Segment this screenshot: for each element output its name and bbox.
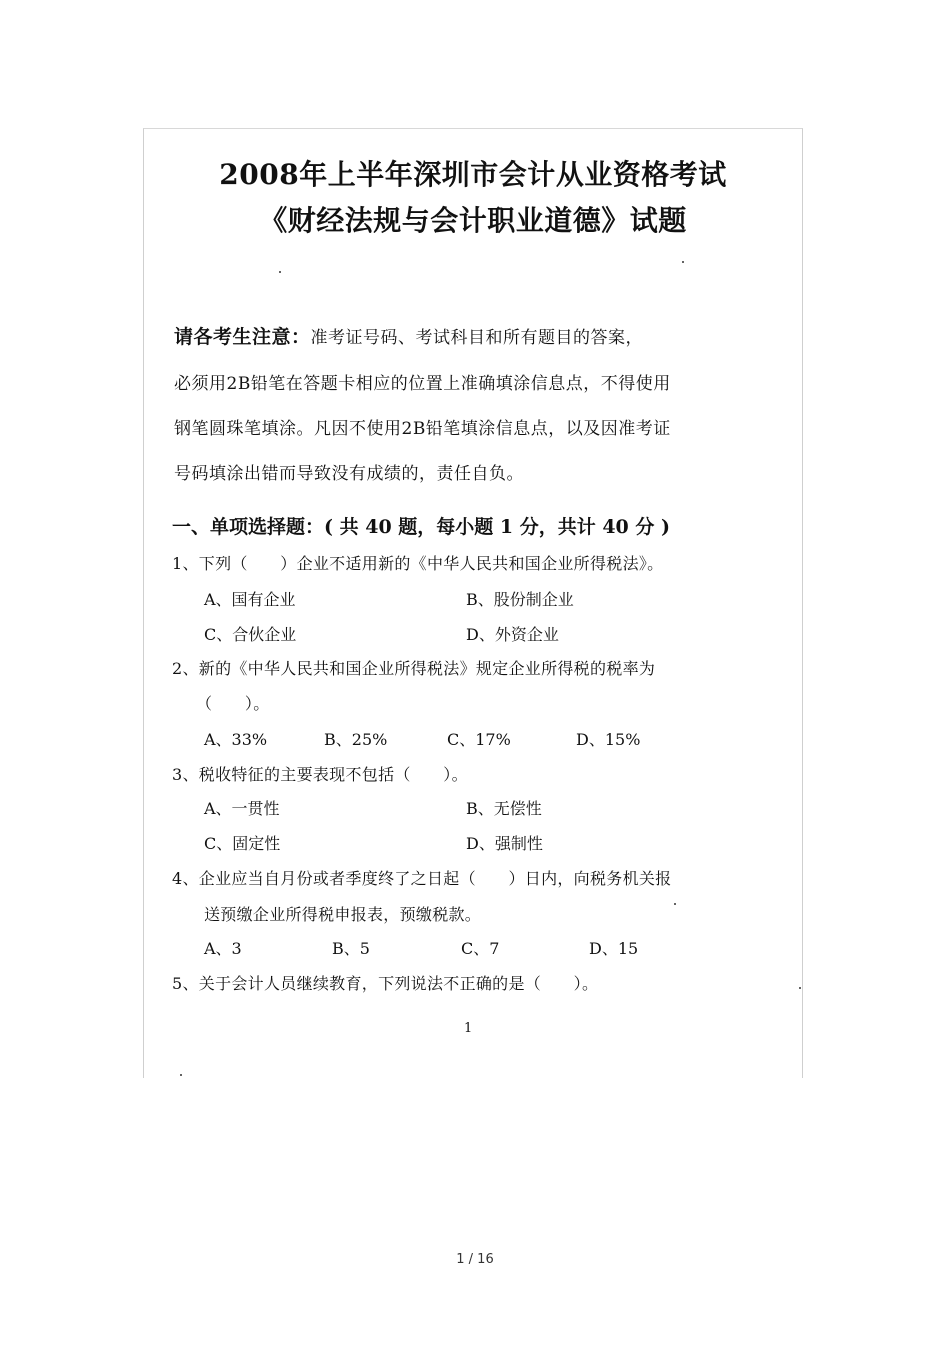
scanned-page — [143, 128, 803, 1078]
scan-speck — [799, 987, 801, 989]
question-4-option-c: C、7 — [461, 939, 500, 958]
question-2-stem: 2、新的《中华人民共和国企业所得税法》规定企业所得税的税率为 — [172, 659, 656, 678]
question-3-option-d: D、强制性 — [466, 834, 543, 853]
section-heading: 一、单项选择题：( 共 40 题，每小题 1 分，共计 40 分 ) — [172, 516, 670, 538]
question-2-option-d: D、15% — [576, 730, 641, 749]
question-2-option-b: B、25% — [324, 730, 388, 749]
scan-speck — [682, 261, 684, 263]
page-indicator: 1 / 16 — [456, 1252, 494, 1267]
question-4-stem-cont: 送预缴企业所得税申报表，预缴税款。 — [204, 905, 482, 924]
question-3-option-b: B、无偿性 — [466, 799, 542, 818]
question-4-option-b: B、5 — [332, 939, 370, 958]
notice-line-1 — [174, 322, 769, 349]
question-2-option-c: C、17% — [447, 730, 511, 749]
question-3-option-c: C、固定性 — [204, 834, 281, 853]
notice-line-4: 号码填涂出错而导致没有成绩的，责任自负。 — [174, 464, 524, 484]
scan-speck — [674, 903, 676, 905]
title-line-2: 《财经法规与会计职业道德》试题 — [259, 204, 687, 237]
notice-line-2: 必须用2B铅笔在答题卡相应的位置上准确填涂信息点，不得使用 — [174, 374, 671, 394]
question-4-option-a: A、3 — [204, 939, 242, 958]
question-5-stem: 5、关于会计人员继续教育，下列说法不正确的是（ ）。 — [172, 974, 599, 993]
question-2-option-a: A、33% — [204, 730, 268, 749]
question-4-option-d: D、15 — [589, 939, 639, 958]
question-1-option-c: C、合伙企业 — [204, 625, 297, 644]
scan-page-number: 1 — [464, 1021, 473, 1036]
question-1-option-b: B、股份制企业 — [466, 590, 574, 609]
question-1-option-d: D、外资企业 — [466, 625, 559, 644]
scan-speck — [180, 1074, 182, 1076]
question-1-stem: 1、下列（ ）企业不适用新的《中华人民共和国企业所得税法》。 — [172, 554, 664, 573]
question-4-stem: 4、企业应当自月份或者季度终了之日起（ ）日内，向税务机关报 — [172, 869, 672, 888]
notice-line-1-text: 准考证号码、考试科目和所有题目的答案， — [310, 328, 644, 348]
scan-speck — [279, 271, 281, 273]
question-2-stem-cont: （ ）。 — [196, 694, 270, 713]
title-line-1: 2008年上半年深圳市会计从业资格考试 — [219, 158, 727, 191]
question-3-option-a: A、一贯性 — [204, 799, 280, 818]
notice-line-3: 钢笔圆珠笔填涂。凡因不使用2B铅笔填涂信息点，以及因准考证 — [174, 419, 671, 439]
question-3-stem: 3、税收特征的主要表现不包括（ ）。 — [172, 765, 468, 784]
notice-head: 请各考生注意： — [174, 326, 311, 348]
question-1-option-a: A、国有企业 — [204, 590, 296, 609]
